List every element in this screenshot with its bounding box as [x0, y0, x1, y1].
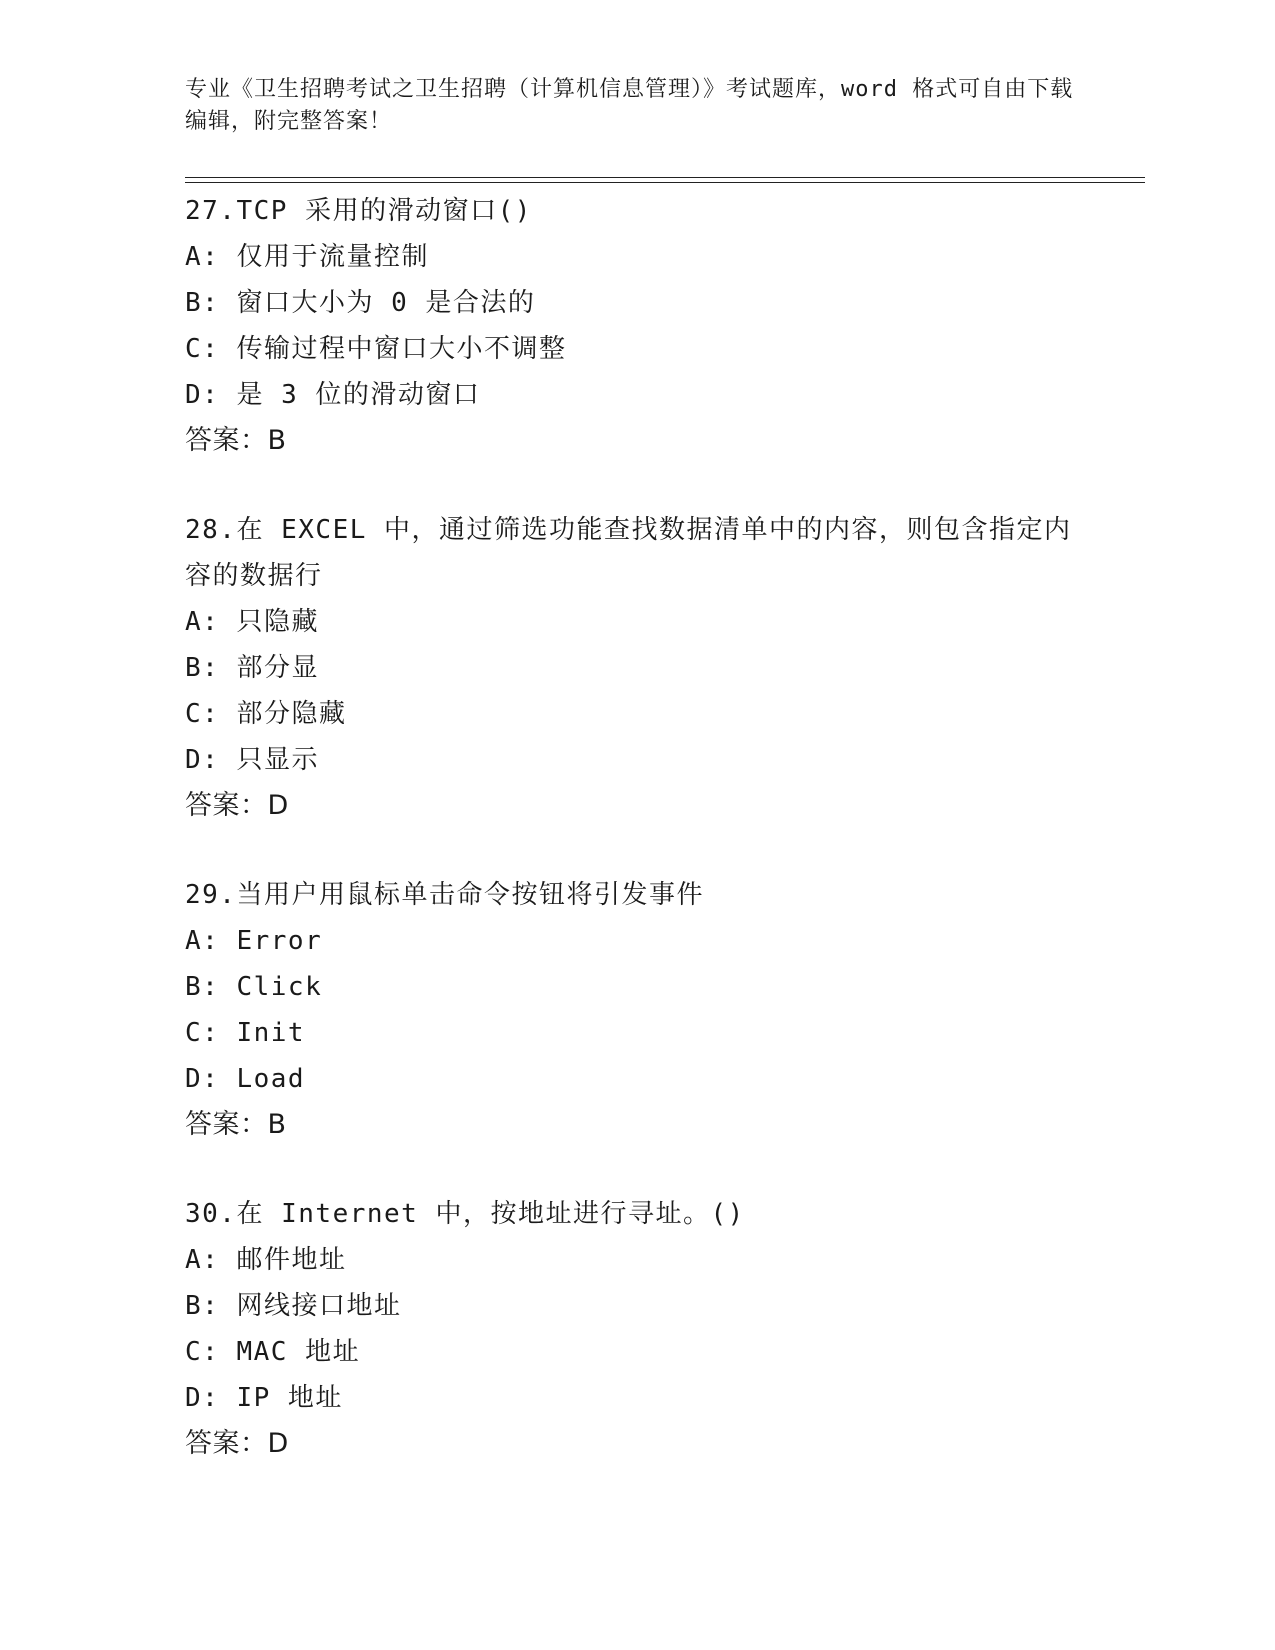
- option-c: C: MAC 地址: [185, 1337, 361, 1367]
- option-d: D: 是 3 位的滑动窗口: [185, 380, 481, 410]
- option-a: A: 只隐藏: [185, 607, 319, 637]
- option-d: D: 只显示: [185, 745, 319, 775]
- answer-label: 答案：B: [185, 1109, 287, 1140]
- answer-label: 答案：B: [185, 425, 287, 456]
- option-a: A: 仅用于流量控制: [185, 242, 429, 272]
- option-a: A: 邮件地址: [185, 1245, 347, 1275]
- header-rule-top: [185, 177, 1145, 178]
- option-d: D: Load: [185, 1064, 306, 1094]
- question-28: [185, 507, 1085, 829]
- answer-label: 答案：D: [185, 1428, 289, 1459]
- question-stem: 27.TCP 采用的滑动窗口(): [185, 196, 532, 226]
- header-rule-bottom: [185, 182, 1145, 183]
- option-c: C: Init: [185, 1018, 306, 1048]
- question-stem: 29.当用户用鼠标单击命令按钮将引发事件: [185, 880, 704, 910]
- question-27: [185, 188, 1085, 464]
- option-c: C: 传输过程中窗口大小不调整: [185, 334, 567, 364]
- option-d: D: IP 地址: [185, 1383, 343, 1413]
- question-list: [185, 188, 1085, 1510]
- question-29: [185, 872, 1085, 1148]
- option-b: B: 窗口大小为 0 是合法的: [185, 288, 536, 318]
- option-b: B: 网线接口地址: [185, 1291, 402, 1321]
- document-header: 专业《卫生招聘考试之卫生招聘（计算机信息管理）》考试题库，word 格式可自由下载编辑，附完整答案！: [185, 77, 1074, 134]
- option-b: B: Click: [185, 972, 323, 1002]
- option-b: B: 部分显: [185, 653, 319, 683]
- question-30: [185, 1191, 1085, 1467]
- answer-label: 答案：D: [185, 790, 289, 821]
- question-stem: 28.在 EXCEL 中，通过筛选功能查找数据清单中的内容，则包含指定内容的数据行: [185, 515, 1072, 591]
- option-a: A: Error: [185, 926, 323, 956]
- question-stem: 30.在 Internet 中，按地址进行寻址。(): [185, 1199, 745, 1229]
- option-c: C: 部分隐藏: [185, 699, 347, 729]
